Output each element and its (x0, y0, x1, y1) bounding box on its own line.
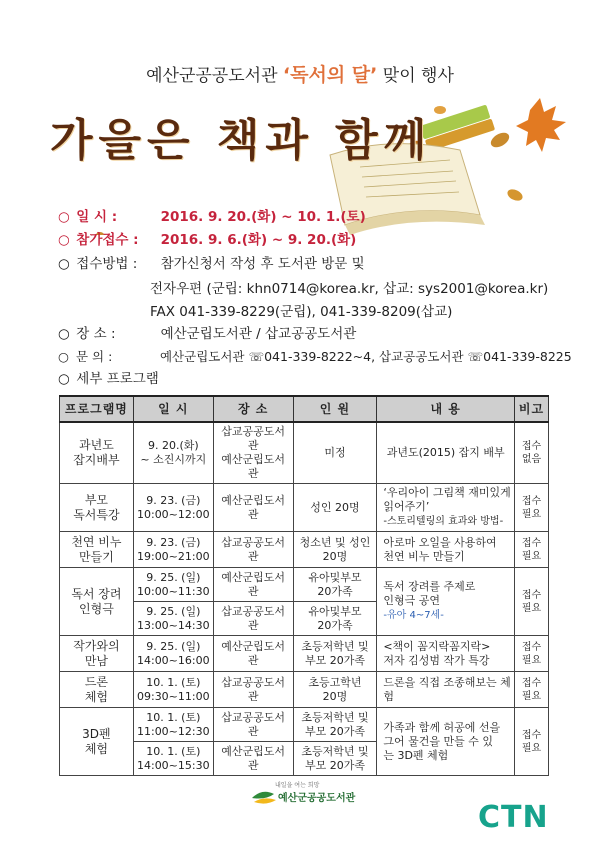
info-method (58, 254, 588, 274)
program-people: 미정 (293, 422, 377, 484)
info-contact (58, 347, 588, 367)
footer-library-name: 예산군공공도서관 (278, 793, 356, 804)
program-date: 9. 25. (일) 14:00~16:00 (133, 636, 213, 672)
program-date: 9. 25. (일) 10:00~11:30 (133, 568, 213, 602)
program-name: 독서 장려 인형극 (60, 568, 134, 636)
program-name: 부모 독서특강 (60, 484, 134, 532)
program-table (59, 395, 549, 776)
info-date-label: 일 시 : (76, 209, 118, 225)
program-place: 삽교공공도서관 (213, 708, 293, 742)
program-people: 초등저학년 및 부모 20가족 (293, 742, 377, 776)
info-place (58, 324, 588, 344)
program-name: 드론 체험 (60, 672, 134, 708)
bullet-icon: ○ (58, 232, 70, 248)
table-row (60, 636, 549, 672)
program-name: 천연 비누 만들기 (60, 532, 134, 568)
info-place-label: 장 소 : (76, 326, 116, 342)
bullet-icon: ○ (58, 256, 70, 272)
program-date: 9. 23. (금) 19:00~21:00 (133, 532, 213, 568)
bullet-icon: ○ (58, 349, 69, 364)
info-method-label: 접수방법 : (76, 256, 138, 272)
table-row (60, 708, 549, 742)
leaf-icon (516, 98, 566, 152)
program-date: 9. 25. (일) 13:00~14:30 (133, 602, 213, 636)
bullet-icon: ○ (58, 326, 70, 342)
info-date (58, 207, 588, 227)
table-row (60, 568, 549, 602)
program-note: 접수 필요 (515, 672, 549, 708)
program-place: 삽교공공도서관 (213, 672, 293, 708)
event-name: ‘독서의 달’ (282, 64, 378, 86)
program-content: 드론을 직접 조종해보는 체험 (377, 672, 515, 708)
footer-slogan: 내일을 여는 희망 (275, 782, 320, 789)
program-note: 접수 필요 (515, 532, 549, 568)
program-date: 9. 23. (금) 10:00~12:00 (133, 484, 213, 532)
program-people: 초등저학년 및 부모 20가족 (293, 708, 377, 742)
ctn-logo: CTN (478, 800, 549, 835)
info-apply-value: 2016. 9. 6.(화) ~ 9. 20.(화) (160, 232, 357, 248)
program-name: 작가와의 만남 (60, 636, 134, 672)
info-method-line2: 전자우편 (군립: khn0714@korea.kr, 삽교: sys2001@korea.kr) (150, 281, 549, 297)
program-content: 아로마 오일을 사용하여 천연 비누 만들기 (377, 532, 515, 568)
info-place-value: 예산군립도서관 / 삽교공공도서관 (160, 326, 357, 342)
bullet-icon: ○ (58, 371, 70, 387)
column-header: 인 원 (293, 396, 377, 422)
program-people: 청소년 및 성인 20명 (293, 532, 377, 568)
info-contact-label: 문 의 : (75, 349, 113, 364)
poster-subtitle (0, 60, 600, 87)
column-header: 내 용 (377, 396, 515, 422)
info-contact-value: 예산군립도서관 ☏041-339-8222~4, 삽교공공도서관 ☏041-339-8225 (159, 349, 572, 364)
program-place: 삽교공공도서관 예산군립도서관 (213, 422, 293, 484)
program-people: 초등고학년 20명 (293, 672, 377, 708)
program-note: 접수 필요 (515, 708, 549, 776)
program-content: <책이 꼼지락꼼지락> 저자 김성범 작가 특강 (377, 636, 515, 672)
program-name: 3D펜 체험 (60, 708, 134, 776)
program-place: 삽교공공도서관 (213, 532, 293, 568)
info-apply-label: 참가접수 : (76, 232, 139, 248)
program-place: 예산군립도서관 (213, 568, 293, 602)
program-date: 10. 1. (토) 09:30~11:00 (133, 672, 213, 708)
info-apply (58, 230, 588, 250)
table-row (60, 672, 549, 708)
column-header: 프로그램명 (60, 396, 134, 422)
program-note: 접수 필요 (515, 568, 549, 636)
program-people: 초등저학년 및 부모 20가족 (293, 636, 377, 672)
program-people: 성인 20명 (293, 484, 377, 532)
program-date: 10. 1. (토) 14:00~15:30 (133, 742, 213, 776)
program-people: 유아및부모 20가족 (293, 568, 377, 602)
column-header: 장 소 (213, 396, 293, 422)
program-date: 10. 1. (토) 11:00~12:30 (133, 708, 213, 742)
subtitle-suffix: 맞이 행사 (382, 66, 454, 86)
info-detail (58, 369, 588, 389)
program-content: 과년도(2015) 잡지 배부 (377, 422, 515, 484)
program-name: 과년도 잡지배부 (60, 422, 134, 484)
program-note: 접수 없음 (515, 422, 549, 484)
program-people: 유아및부모 20가족 (293, 602, 377, 636)
program-note: 접수 필요 (515, 484, 549, 532)
program-place: 삽교공공도서관 (213, 602, 293, 636)
hero-title: 가을은 책과 함께 (50, 115, 433, 166)
info-method-line1: 참가신청서 작성 후 도서관 방문 및 (160, 256, 365, 272)
program-note: 접수 필요 (515, 636, 549, 672)
program-content: 독서 장려를 주제로 인형극 공연 -유아 4~7세- (377, 568, 515, 636)
column-header: 일 시 (133, 396, 213, 422)
column-header: 비고 (515, 396, 549, 422)
organizer: 예산군공공도서관 (146, 66, 278, 86)
program-place: 예산군립도서관 (213, 742, 293, 776)
info-detail-label: 세부 프로그램 (76, 371, 159, 387)
program-place: 예산군립도서관 (213, 636, 293, 672)
info-method-line3: FAX 041-339-8229(군립), 041-339-8209(삽교) (150, 304, 453, 320)
table-header-row (60, 396, 549, 422)
program-date: 9. 20.(화) ~ 소진시까지 (133, 422, 213, 484)
program-place: 예산군립도서관 (213, 484, 293, 532)
program-content: 가족과 함께 허공에 선을 그어 물건을 만들 수 있 는 3D펜 체험 (377, 708, 515, 776)
info-date-value: 2016. 9. 20.(화) ~ 10. 1.(토) (160, 209, 366, 225)
table-row (60, 422, 549, 484)
bullet-icon: ○ (58, 209, 70, 225)
table-row (60, 532, 549, 568)
program-content: ‘우리아이 그림책 재미있게 읽어주기’ -스토리텔링의 효과와 방법- (377, 484, 515, 532)
table-row (60, 484, 549, 532)
